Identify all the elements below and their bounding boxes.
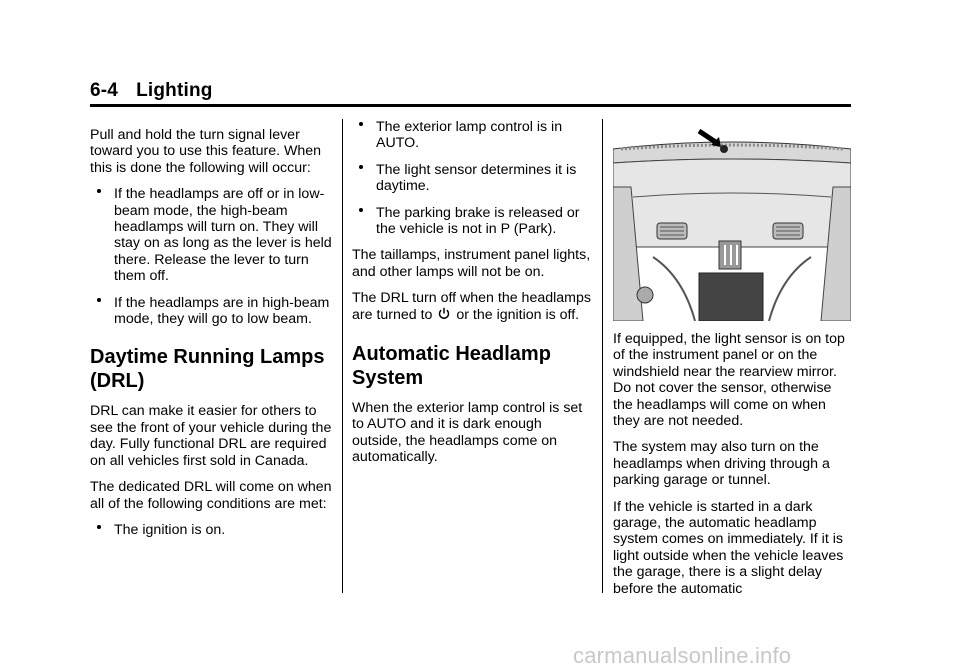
- page-header: [90, 80, 213, 102]
- drl-conditions-list: [90, 522, 340, 538]
- drl-off-text-1: The DRL turn off when the headlamps are turned to: [352, 290, 591, 323]
- column-divider-2: [602, 119, 603, 593]
- list-item: The parking brake is released or the vehicle is not in P (Park).: [352, 205, 594, 238]
- section-title: Lighting: [136, 80, 213, 101]
- list-item: The light sensor determines it is daytime.: [352, 162, 594, 195]
- light-sensor-illustration: [613, 127, 851, 321]
- auto-headlamp-paragraph: When the exterior lamp control is set to AUTO and it is dark enough outside, the headlamps come on automatically.: [352, 400, 583, 466]
- drl-off-text-2: or the ignition is off.: [456, 306, 580, 323]
- drl-paragraph-1: DRL can make it easier for others to see the front of your vehicle during the day. Fully functional DRL are required on all vehicles first sold in Canada.: [90, 403, 332, 469]
- list-item: If the headlamps are off or in low-beam mode, the high-beam headlamps will turn on. They will stay on as long as the lever is held there. Release the lever to turn them off.: [90, 186, 340, 284]
- drl-paragraph-2: The dedicated DRL will come on when all of the following conditions are met:: [90, 479, 332, 512]
- list-item: If the headlamps are in high-beam mode, they will go to low beam.: [90, 295, 340, 328]
- drl-conditions-list-cont: [352, 119, 594, 237]
- column-1: [90, 127, 340, 548]
- tunnel-paragraph: The system may also turn on the headlamps when driving through a parking garage or tunnel.: [613, 439, 830, 489]
- list-item: The ignition is on.: [90, 522, 340, 538]
- watermark: carmanualsonline.info: [573, 643, 792, 668]
- drl-off-paragraph: [352, 290, 594, 324]
- page-number: 6-4: [90, 80, 119, 101]
- garage-paragraph: If the vehicle is started in a dark garage, the automatic headlamp system comes on immediately. If it is light outside when the vehicle leaves the garage, there is a slight delay before the automatic: [613, 498, 844, 597]
- intro-paragraph: Pull and hold the turn signal lever toward you to use this feature. When this is done the following will occur:: [90, 127, 322, 176]
- drl-heading: Daytime Running Lamps (DRL): [90, 346, 325, 393]
- column-3: [613, 127, 853, 607]
- list-item: The exterior lamp control is in AUTO.: [352, 119, 594, 152]
- auto-headlamp-heading: Automatic Headlamp System: [352, 343, 551, 390]
- column-divider-1: [342, 119, 343, 593]
- power-icon: [438, 307, 450, 324]
- column-2: [352, 119, 594, 476]
- sensor-paragraph: If equipped, the light sensor is on top of the instrument panel or on the windshield near the rearview mirror. Do not cover the sensor, otherwise the headlamps will come on when they are not needed.: [613, 331, 845, 430]
- turn-signal-bullets: [90, 186, 340, 327]
- taillamps-paragraph: The taillamps, instrument panel lights, and other lamps will not be on.: [352, 247, 591, 280]
- header-rule: [90, 104, 851, 107]
